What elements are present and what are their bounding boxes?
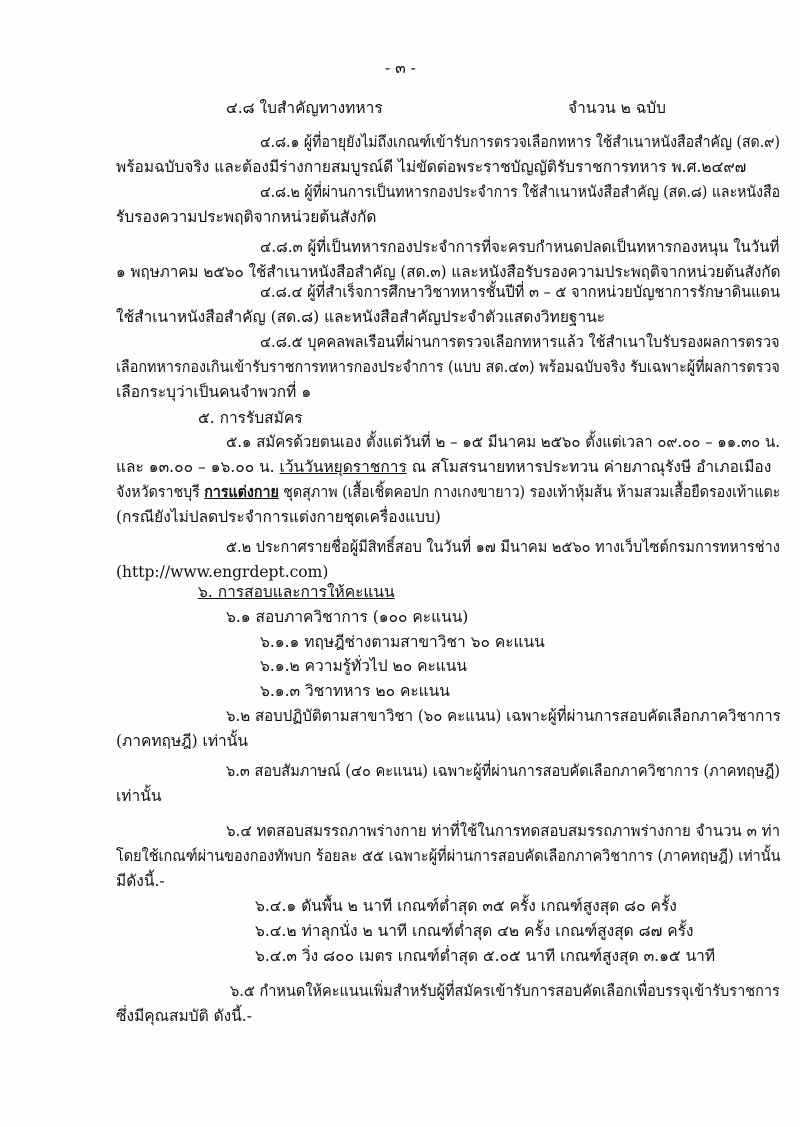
item-6-1-3: ๖.๑.๓ วิชาทหาร ๒๐ คะแนน xyxy=(260,682,450,700)
item-5-1-line2 xyxy=(116,457,771,477)
item-5-1-line1: ๕.๑ สมัครด้วยตนเอง ตั้งแต่วันที่ ๒ – ๑๕ มีนาคม ๒๕๖๐ ตั้งแต่เวลา ๐๙.๐๐ – ๑๑.๓๐ น. xyxy=(226,433,780,451)
item-6-1-1: ๖.๑.๑ ทฤษฎีช่างตามสาขาวิชา ๖๐ คะแนน xyxy=(260,633,545,651)
section-4-8-title: ๔.๘ ใบสำคัญทางทหาร xyxy=(226,99,383,117)
item-5-1-province: จังหวัดราชบุรี xyxy=(116,483,200,501)
item-6-5-line1: ๖.๕ กำหนดให้คะแนนเพิ่มสำหรับผู้ที่สมัครเข้ารับการสอบคัดเลือกเพื่อบรรจุเข้ารับราชการ xyxy=(230,982,780,1000)
item-5-1-line3 xyxy=(116,482,780,502)
item-4-8-5-line3: เลือกระบุว่าเป็นคนจำพวกที่ ๑ xyxy=(116,383,312,401)
item-4-8-2-line1: ๔.๘.๒ ผู้ที่ผ่านการเป็นทหารกองประจำการ ใช้สำเนาหนังสือสำคัญ (สด.๘) และหนังสือ xyxy=(260,183,781,201)
item-4-8-4-line1: ๔.๘.๔ ผู้ที่สำเร็จการศึกษาวิชาทหารชั้นปีที่ ๓ – ๕ จากหน่วยบัญชาการรักษาดินแดน xyxy=(260,283,780,301)
item-5-1-time-afternoon: และ ๑๓.๐๐ – ๑๖.๐๐ น. xyxy=(116,458,275,476)
section-5-title: ๕. การรับสมัคร xyxy=(198,409,303,427)
item-6-4-2: ๖.๔.๒ ท่าลุกนั่ง ๒ นาที เกณฑ์ต่ำสุด ๔๒ ครั้ง เกณฑ์สูงสุด ๘๗ ครั้ง xyxy=(255,922,694,940)
item-6-4-line2: โดยใช้เกณฑ์ผ่านของกองทัพบก ร้อยละ ๕๕ เฉพาะผู้ที่ผ่านการสอบคัดเลือกภาควิชาการ (ภาคทฤษฎี) เท่านั้น xyxy=(116,847,781,865)
item-5-1-location: ณ สโมสรนายทหารประทวน ค่ายภาณุรังษี อำเภอเมือง xyxy=(411,458,772,476)
section-4-8-count: จำนวน ๒ ฉบับ xyxy=(568,99,666,117)
item-4-8-1-line2: พร้อมฉบับจริง และต้องมีร่างกายสมบูรณ์ดี ไม่ขัดต่อพระราชบัญญัติรับราชการทหาร พ.ศ.๒๔๙๗ xyxy=(116,158,747,176)
item-6-1-2: ๖.๑.๒ ความรู้ทั่วไป ๒๐ คะแนน xyxy=(260,657,467,675)
item-4-8-5-line1: ๔.๘.๕ บุคคลพลเรือนที่ผ่านการตรวจเลือกทหารแล้ว ใช้สำเนาใบรับรองผลการตรวจ xyxy=(260,333,780,351)
item-6-5-line2: ซึ่งมีคุณสมบัติ ดังนี้.- xyxy=(116,1007,252,1025)
item-6-4-3: ๖.๔.๓ วิ่ง ๘๐๐ เมตร เกณฑ์ต่ำสุด ๕.๐๕ นาที เกณฑ์สูงสุด ๓.๑๕ นาที xyxy=(255,947,716,965)
item-4-8-3-line2: ๑ พฤษภาคม ๒๕๖๐ ใช้สำเนาหนังสือสำคัญ (สด.๓) และหนังสือรับรองความประพฤติจากหน่วยต้นสังกัด xyxy=(116,263,781,281)
item-6-4-line1: ๖.๔ ทดสอบสมรรถภาพร่างกาย ท่าที่ใช้ในการทดสอบสมรรถภาพร่างกาย จำนวน ๓ ท่า xyxy=(226,822,781,840)
item-5-2-line1: ๕.๒ ประกาศรายชื่อผู้มีสิทธิ์สอบ ในวันที่ ๑๗ มีนาคม ๒๕๖๐ ทางเว็บไซต์กรมการทหารช่าง xyxy=(226,538,780,556)
item-4-8-3-line1: ๔.๘.๓ ผู้ที่เป็นทหารกองประจำการที่จะครบกำหนดปลดเป็นทหารกองหนุน ในวันที่ xyxy=(260,238,780,256)
item-4-8-1-line1: ๔.๘.๑ ผู้ที่อายุยังไม่ถึงเกณฑ์เข้ารับการตรวจเลือกทหาร ใช้สำเนาหนังสือสำคัญ (สด.๙) xyxy=(260,133,780,151)
item-4-8-2-line2: รับรองความประพฤติจากหน่วยต้นสังกัด xyxy=(116,208,377,226)
item-5-1-dress-label: การแต่งกาย xyxy=(204,482,279,501)
item-5-2-url: (http://www.engrdept.com) xyxy=(116,563,329,581)
item-6-2-line2: (ภาคทฤษฎี) เท่านั้น xyxy=(116,732,248,750)
item-6-1: ๖.๑ สอบภาควิชาการ (๑๐๐ คะแนน) xyxy=(226,608,469,626)
item-4-8-4-line2: ใช้สำเนาหนังสือสำคัญ (สด.๘) และหนังสือสำคัญประจำตัวแสดงวิทยฐานะ xyxy=(116,308,606,326)
item-5-1-except-holidays: เว้นวันหยุดราชการ xyxy=(279,458,407,476)
item-5-1-line4: (กรณียังไม่ปลดประจำการแต่งกายชุดเครื่องแบบ) xyxy=(116,508,441,526)
page-number: - ๓ - xyxy=(385,59,416,77)
item-5-1-dress-code: ชุดสุภาพ (เสื้อเชิ้ตคอปก กางเกงขายาว) รองเท้าหุ้มส้น ห้ามสวมเสื้อยืดรองเท้าแตะ xyxy=(283,483,781,501)
item-6-4-line3: มีดังนี้.- xyxy=(116,872,165,890)
item-6-4-1: ๖.๔.๑ ดันพื้น ๒ นาที เกณฑ์ต่ำสุด ๓๕ ครั้ง เกณฑ์สูงสุด ๘๐ ครั้ง xyxy=(255,897,677,915)
item-6-3-line1: ๖.๓ สอบสัมภาษณ์ (๔๐ คะแนน) เฉพาะผู้ที่ผ่านการสอบคัดเลือกภาควิชาการ (ภาคทฤษฎี) xyxy=(226,762,780,780)
item-6-3-line2: เท่านั้น xyxy=(116,787,162,805)
section-6-title: ๖. การสอบและการให้คะแนน xyxy=(198,583,395,601)
item-6-2-line1: ๖.๒ สอบปฏิบัติตามสาขาวิชา (๖๐ คะแนน) เฉพาะผู้ที่ผ่านการสอบคัดเลือกภาควิชาการ xyxy=(226,707,781,725)
item-4-8-5-line2: เลือกทหารกองเกินเข้ารับราชการทหารกองประจำการ (แบบ สด.๔๓) พร้อมฉบับจริง รับเฉพาะผู้ที่ผลการตรวจ xyxy=(116,358,780,376)
